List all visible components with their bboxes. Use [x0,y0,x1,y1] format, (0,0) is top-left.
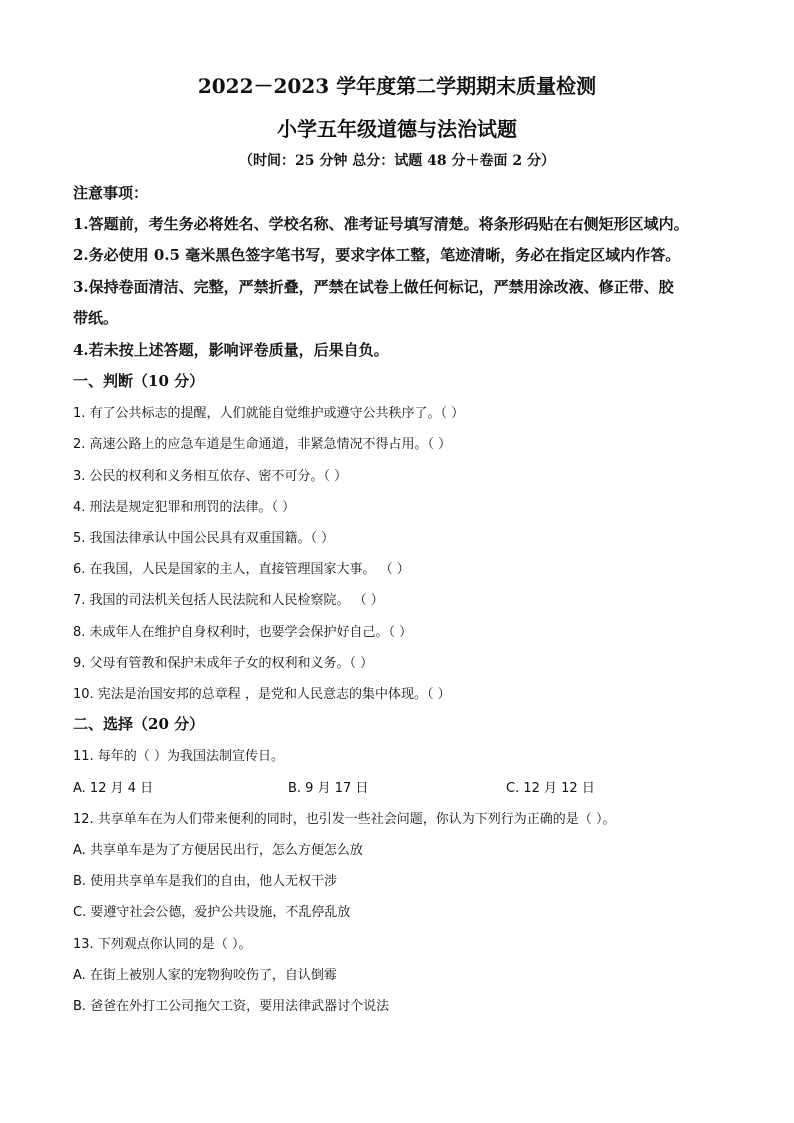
exam-title: 2022－2023 学年度第二学期期末质量检测 [197,74,597,98]
section2-heading: 二、选择（20 分） [73,715,205,733]
note-item: 带纸。 [73,309,119,327]
judge-question: 1. 有了公共标志的提醒，人们就能自觉维护或遵守公共秩序了。（ ） [73,406,465,421]
judge-question: 5. 我国法律承认中国公民具有双重国籍。（ ） [73,531,335,546]
choice-question-stem: 11. 每年的（ ）为我国法制宣传日。 [73,749,284,764]
exam-time-info: （时间：25 分钟 总分：试题 48 分＋卷面 2 分） [239,153,555,169]
judge-question: 8. 未成年人在维护自身权利时，也要学会保护好自己。（ ） [73,625,413,640]
choice-option: B. 9 月 17 日 [288,781,369,796]
note-item: 4.若未按上述答题，影响评卷质量，后果自负。 [73,341,389,359]
judge-question: 10. 宪法是治国安邦的总章程 ，是党和人民意志的集中体现。（ ） [73,687,451,702]
exam-subtitle: 小学五年级道德与法治试题 [277,117,517,141]
note-item: 1.答题前，考生务必将姓名、学校名称、准考证号填写清楚。将条形码贴在右侧矩形区域内。 [73,215,689,233]
judge-question: 7. 我国的司法机关包括人民法院和人民检察院。 （ ） [73,593,384,608]
choice-option: B. 使用共享单车是我们的自由，他人无权干涉 [73,874,338,889]
choice-option: C. 要遵守社会公德，爱护公共设施，不乱停乱放 [73,905,351,920]
choice-option: C. 12 月 12 日 [506,781,595,796]
note-item: 3.保持卷面清洁、完整，严禁折叠，严禁在试卷上做任何标记，严禁用涂改液、修正带、胶 [73,278,674,296]
judge-question: 2. 高速公路上的应急车道是生命通道，非紧急情况不得占用。（ ） [73,437,452,452]
judge-question: 6. 在我国，人民是国家的主人，直接管理国家大事。 （ ） [73,562,410,577]
section1-heading: 一、判断（10 分） [73,372,205,390]
choice-option: A. 共享单车是为了方便居民出行，怎么方便怎么放 [73,843,363,858]
judge-question: 9. 父母有管教和保护未成年子女的权利和义务。（ ） [73,656,374,671]
choice-question-stem: 12. 共享单车在为人们带来便利的同时，也引发一些社会问题，你认为下列行为正确的是（ ）。 [73,812,616,827]
note-item: 2.务必使用 0.5 毫米黑色签字笔书写，要求字体工整，笔迹清晰，务必在指定区域内作答。 [73,246,681,264]
notes-heading: 注意事项： [73,184,149,202]
choice-question-stem: 13. 下列观点你认同的是（ ）。 [73,937,252,952]
judge-question: 3. 公民的权利和义务相互依存、密不可分。（ ） [73,469,348,484]
choice-option: B. 爸爸在外打工公司拖欠工资，要用法律武器讨个说法 [73,999,390,1014]
judge-question: 4. 刑法是规定犯罪和刑罚的法律。（ ） [73,500,296,515]
choice-option: A. 12 月 4 日 [73,781,154,796]
choice-option: A. 在街上被别人家的宠物狗咬伤了，自认倒霉 [73,968,337,983]
